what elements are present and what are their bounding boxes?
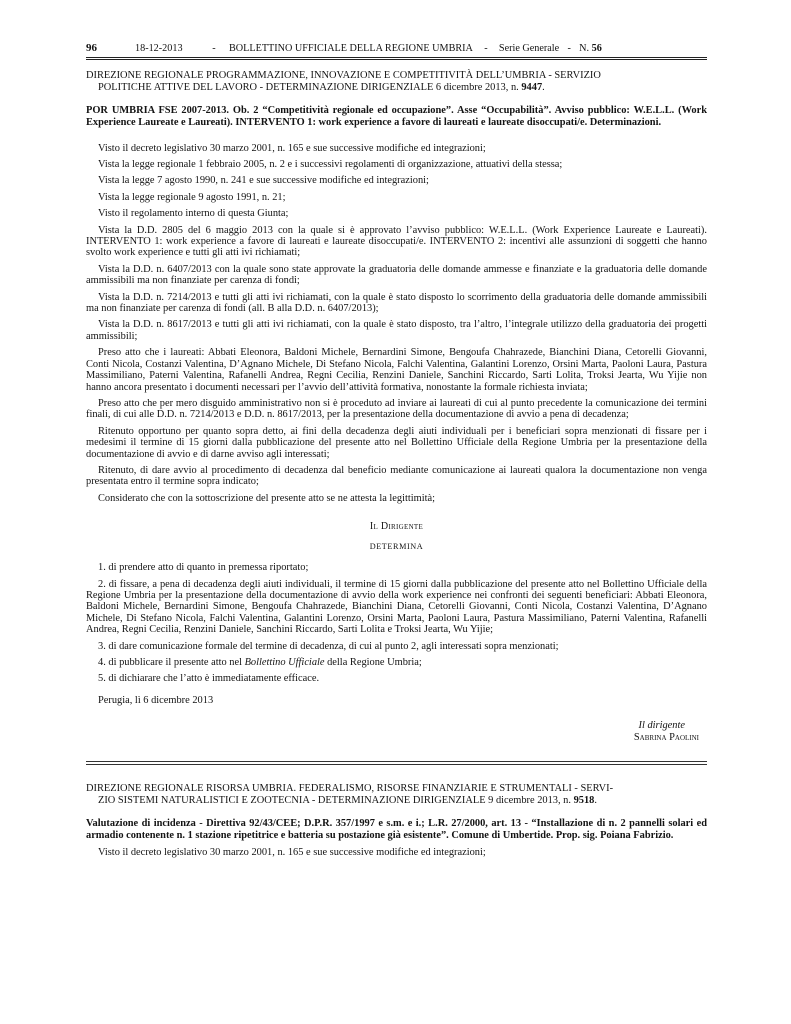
department-heading: DIREZIONE REGIONALE PROGRAMMAZIONE, INNOVAZIONE E COMPETITIVITÀ DELL’UMBRIA - SERVIZIO POLITICHE ATTIVE DEL LAVORO - DETERMINAZIONE DIRIGENZIALE 6 dicembre 2013, n. 9447. (86, 70, 601, 93)
paragraph: Vista la legge 7 agosto 1990, n. 241 e sue successive modifiche ed integrazioni; (98, 175, 429, 187)
signer-role: Il dirigente (638, 719, 685, 731)
list-item: 2. di fissare, a pena di decadenza degli aiuti individuali, il termine di 15 giorni dalla pubblicazione del presente atto nel Bollettino Ufficiale della Regione Umbria per la presentazione della documentazione di avvio della work experience nei confronti dei seguenti beneficiari: Abbati Eleonora, Baldoni Michele, Bernardini Simone, Bengoufa Chahrazede, Bianchini Diana, Cetorelli Giovanni, Conti Nicola, Costanzi Valentina, D’Agnano Michele, Di Stefano Nicola, Falchi Valentina, Galantini Lorenzo, Orsini Marta, Paoloni Laura, Pastura Massimiliano, Paterni Valentina, Rafanelli Andrea, Regni Cecilia, Renzini Daniele, Sanchini Riccardo, Sarti Lolita e Troksi Jearta, Wu Yijie; (86, 578, 707, 636)
header-separator: - (484, 43, 488, 54)
determination-items (86, 562, 707, 685)
issue-number: N. 56 (579, 43, 602, 54)
list-item: 4. di pubblicare il presente atto nel Bollettino Ufficiale della Regione Umbria; (98, 657, 422, 668)
running-header (86, 42, 707, 55)
paragraph: Visto il decreto legislativo 30 marzo 2001, n. 165 e sue successive modifiche ed integrazioni; (98, 847, 486, 859)
paragraph: Vista la D.D. n. 8617/2013 e tutti gli atti ivi richiamati, con la quale è stato disposto, tra l’altro, l’integrale utilizzo della graduatoria dei progetti ammissibili; (86, 319, 707, 342)
bulletin-page (86, 42, 707, 864)
section-separator (86, 761, 707, 765)
heading-determina: DETERMINA (369, 542, 424, 552)
paragraph: Preso atto che i laureati: Abbati Eleonora, Baldoni Michele, Bernardini Simone, Bengoufa Chahrazede, Bianchini Diana, Cetorelli Giovanni, Conti Nicola, Costanzi Valentina, D’Agnano Michele, Di Stefano Nicola, Falchi Valentina, Galantini Lorenzo, Orsini Marta, Paoloni Laura, Pastura Massimiliano, Paterni Valentina, Rafanelli Andrea, Regni Cecilia, Renzini Daniele, Sanchini Riccardo, Sarti Lolita, Troksi Jearta, Wu Yijie non hanno ancora presentato i documenti necessari per l’avvio dell’attività formativa, nonostante la formale richiesta inviata; (86, 347, 707, 393)
bulletin-name: BOLLETTINO UFFICIALE DELLA REGIONE UMBRIA (229, 43, 473, 54)
list-item: 5. di dichiarare che l’atto è immediatamente efficace. (98, 673, 320, 685)
list-item: 3. di dare comunicazione formale del termine di decadenza, di cui al punto 2, agli interessati sopra menzionati; (98, 640, 559, 652)
list-item: 1. di prendere atto di quanto in premessa riportato; (98, 562, 309, 574)
premises (86, 143, 707, 505)
paragraph: Vista la D.D. n. 7214/2013 e tutti gli atti ivi richiamati, con la quale è stato disposto lo scorrimento della graduatoria delle domande ammissibili ma non finanziate per carenza di fondi (all. B alla D.D. n. 6407/2013); (86, 291, 707, 315)
paragraph: Considerato che con la sottoscrizione del presente atto se ne attesta la legittimità; (98, 492, 436, 504)
page-number: 96 (86, 42, 97, 54)
paragraph: Ritenuto, di dare avvio al procedimento di decadenza dal beneficio mediante comunicazione ai laureati qualora la documentazione non venga presentata entro il termine sopra indicato; (86, 464, 707, 488)
signature-block (86, 720, 707, 744)
header-rule (86, 57, 707, 60)
act-title: Valutazione di incidenza - Direttiva 92/43/CEE; D.P.R. 357/1997 e s.m. e i.; L.R. 27/2000, art. 13 - “Installazione di n. 2 pannelli solari ed armadio contenente n. 1 stazione ripetitrice e batteria su postazione già esistente”. Comune di Umbertide. Prop. sig. Poiana Fabrizio. (86, 817, 707, 841)
act-title: POR UMBRIA FSE 2007-2013. Ob. 2 “Competitività regionale ed occupazione”. Asse “Occupabilità”. Avviso pubblico: W.E.L.L. (Work Experience Laureate e Laureati). INTERVENTO 1: work experience a favore di laureati e laureate disoccupati/e. Determinazioni. (86, 105, 707, 128)
place-and-date: Perugia, lì 6 dicembre 2013 (98, 694, 214, 706)
paragraph: Visto il decreto legislativo 30 marzo 2001, n. 165 e sue successive modifiche ed integrazioni; (98, 142, 486, 154)
header-separator: - (212, 43, 216, 54)
heading-il-dirigente: Il Dirigente (369, 521, 424, 533)
paragraph: Vista la legge regionale 1 febbraio 2005, n. 2 e i successivi regolamenti di organizzazione, attuativi della stessa; (98, 159, 563, 170)
paragraph: Vista la D.D. 2805 del 6 maggio 2013 con la quale si è approvato l’avviso pubblico: W.E.L.L. (Work Experience Laureate e Laureati). INTERVENTO 1: work experience a favore di laureati e laureate disoccupati/e. INTERVENTO 2: incentivi alle assunzioni di soggetti che hanno svolto work experience e tutti gli atti ivi richiamati; (86, 224, 707, 259)
signer-name: Sabrina Paolini (633, 731, 699, 743)
paragraph: Ritenuto opportuno per quanto sopra detto, ai fini della decadenza degli aiuti individuali per i beneficiari sopra menzionati di fissare per i medesimi il termine di 15 giorni dalla pubblicazione del presente atto nel Bollettino Ufficiale della Regione Umbria per la presentazione della documentazione di avvio e di darne avviso agli interessati; (86, 425, 707, 460)
department-heading: DIREZIONE REGIONALE RISORSA UMBRIA. FEDERALISMO, RISORSE FINANZIARIE E STRUMENTALI - SERVI- ZIO SISTEMI NATURALISTICI E ZOOTECNIA - DETERMINAZIONE DIRIGENZIALE 9 dicembre 2013, n. 9518. (86, 782, 614, 806)
header-separator: - (567, 43, 571, 54)
series-name: Serie Generale (498, 43, 560, 54)
header-date: 18-12-2013 (135, 43, 183, 54)
paragraph: Vista la legge regionale 9 agosto 1991, n. 21; (98, 191, 286, 203)
paragraph: Vista la D.D. n. 6407/2013 con la quale sono state approvate la graduatoria delle domande ammesse e finanziate e la graduatoria delle domande ammissibili ma non finanziate per carenza di fondi; (86, 263, 707, 287)
paragraph: Preso atto che per mero disguido amministrativo non si è proceduto ad inviare ai laureati di cui al punto precedente la comunicazione dei termini finali, di cui alle D.D. n. 7214/2013 e D.D. n. 8617/2013, per la presentazione della documentazione di avvio a pena di decadenza; (86, 397, 707, 421)
paragraph: Visto il regolamento interno di questa Giunta; (98, 208, 289, 220)
premises (86, 847, 707, 858)
